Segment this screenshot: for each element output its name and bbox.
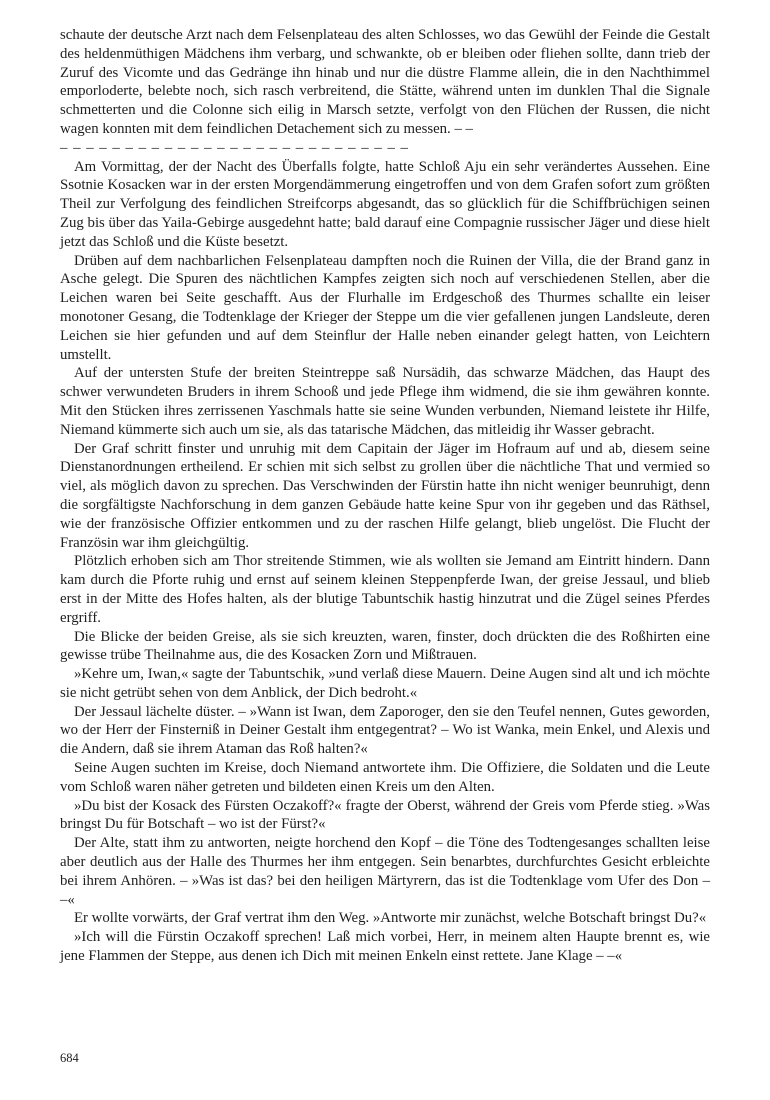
paragraph: »Du bist der Kosack des Fürsten Oczakoff?« fragte der Oberst, während der Greis vom Pferde stieg. »Was bringst Du für Botschaft – wo ist der Fürst?« [60,797,710,833]
paragraph: »Kehre um, Iwan,« sagte der Tabuntschik, »und verlaß diese Mauern. Deine Augen sind alt und ich möchte sie nicht getrübt sehen von dem Anblick, der Dich bedroht.« [60,666,710,701]
paragraph: Der Jessaul lächelte düster. – »Wann ist Iwan, dem Zaporoger, den sie den Teufel nennen, Gutes geworden, wo der Herr der Finsterniß in Deiner Gestalt ihm entgegentrat? – Wo ist Wanka, mein Enkel, und Alexis und die Andern, daß sie ihrem Ataman das Roß halten?« [60,703,710,758]
paragraph: »Ich will die Fürstin Oczakoff sprechen! Laß mich vorbei, Herr, in meinem alten Haupte brennt es, wie jene Flammen der Steppe, aus denen ich Dich mit meinen Enkeln einst rettete. Jane Klage – –« [60,929,710,965]
separator-line: – – – – – – – – – – – – – – – – – – – – – – – – – – – [60,139,409,156]
paragraph: Auf der untersten Stufe der breiten Steintreppe saß Nursädih, das schwarze Mädchen, das Haupt des schwer verwundeten Bruders in ihrem Schooß und jede Pflege ihm widmend, die sie ihm gewähren konnte. Mit den Stücken ihres zerrissenen Yaschmals hatte sie seine Wunden verbunden, Niemand leistete ihr Hilfe, Niemand kümmerte sich auch um sie, als das tatarische Mädchen, das mitleidig ihr Wasser gebracht. [60,365,710,438]
paragraph: Der Graf schritt finster und unruhig mit dem Capitain der Jäger im Hofraum auf und ab, diesem seine Dienstanordnungen ertheilend. Er schien mit sich selbst zu grollen über die nächtliche That und vermied so viel, als möglich davon zu sprechen. Das Verschwinden der Fürstin hatte ihn nicht weniger beunruhigt, denn die sorgfältigste Nachforschung in dem ganzen Gebäude hatte keine Spur von ihr gegeben und das Räthsel, wie der französische Offizier entkommen und zu der raschen Hilfe gelangt, blieb ungelöst. Die Flucht der Französin war ihm gleichgültig. [60,440,710,551]
paragraph: Seine Augen suchten im Kreise, doch Niemand antwortete ihm. Die Offiziere, die Soldaten und die Leute vom Schloß waren näher getreten und bildeten einen Kreis um den Alten. [60,760,710,795]
paragraph: Er wollte vorwärts, der Graf vertrat ihm den Weg. »Antworte mir zunächst, welche Botschaft bringst Du?« [74,910,707,927]
page-number: 684 [60,1051,79,1065]
paragraph: Der Alte, statt ihm zu antworten, neigte horchend den Kopf – die Töne des Todtengesanges schallten leise aber deutlich aus der Halle des Thurmes her ihm entgegen. Sein benarbtes, durchfurchtes Gesicht erbleichte bei ihrem Anhören. – »Was ist das? bei den heiligen Märtyrern, das ist die Todtenklage vom Ufer des Don – –« [60,835,710,908]
paragraph: Am Vormittag, der der Nacht des Überfalls folgte, hatte Schloß Aju ein sehr verändertes Aussehen. Eine Ssotnie Kosacken war in der ersten Morgendämmerung eingetroffen und von dem Grafen sofort zum größten Theil zur Verfolgung des feindlichen Streifcorps abgesandt, das so glücklich für die Schiffbrüchigen seinen Zug bis über das Yaila-Gebirge ausgedehnt hatte; bald darauf eine Compagnie russischer Jäger und diese hielt jetzt das Schloß und die Küste besetzt. [60,158,710,250]
paragraph: Plötzlich erhoben sich am Thor streitende Stimmen, wie als wollten sie Jemand am Eintritt hindern. Dann kam durch die Pforte ruhig und ernst auf seinem kleinen Steppenpferde Iwan, der greise Jessaul, und blieb erst in der Mitte des Hofes halten, als der blutige Tabuntschik hastig hinzutrat und die Zügel seines Pferdes ergriff. [60,553,710,626]
paragraph: Drüben auf dem nachbarlichen Felsenplateau dampften noch die Ruinen der Villa, die der Brand ganz in Asche gelegt. Die Spuren des nächtlichen Kampfes zeigten sich noch auf verschiedenen Stellen, aber die Leichen waren bei Seite geschafft. Aus der Flurhalle im Erdgeschoß des Thurmes schallte ein leiser monotoner Gesang, die Todtenklage der Krieger der Steppe um die vier gefallenen jungen Landsleute, deren Leichen sie hier gefunden und auf dem Steinflur der Halle neben einander gelegt hatten, von Leichtern umstellt. [60,252,710,363]
paragraph: Die Blicke der beiden Greise, als sie sich kreuzten, waren, finster, doch drückten die des Roßhirten eine gewisse trübe Theilnahme aus, die des Kosacken Zorn und Mißtrauen. [60,628,710,664]
paragraph: schaute der deutsche Arzt nach dem Felsenplateau des alten Schlosses, wo das Gewühl der Feinde die Gestalt des heldenmüthigen Mädchens ihm verbarg, und schwankte, ob er bleiben oder fliehen sollte, dann trieb der Zuruf des Vicomte und das Gedränge ihn hinab und nur die düstre Flamme allein, die in den Nachthimmel emporloderte, belebte noch, sich rasch verbreitend, die Stätte, während unten im dunklen Thal die Signale schmetterten und die Colonne sich eilig in Marsch setzte, verfolgt von den Flüchen der Russen, die nicht wagen konnten mit dem feindlichen Detachement sich zu messen. – – [60,27,710,137]
page-text [60,26,710,966]
